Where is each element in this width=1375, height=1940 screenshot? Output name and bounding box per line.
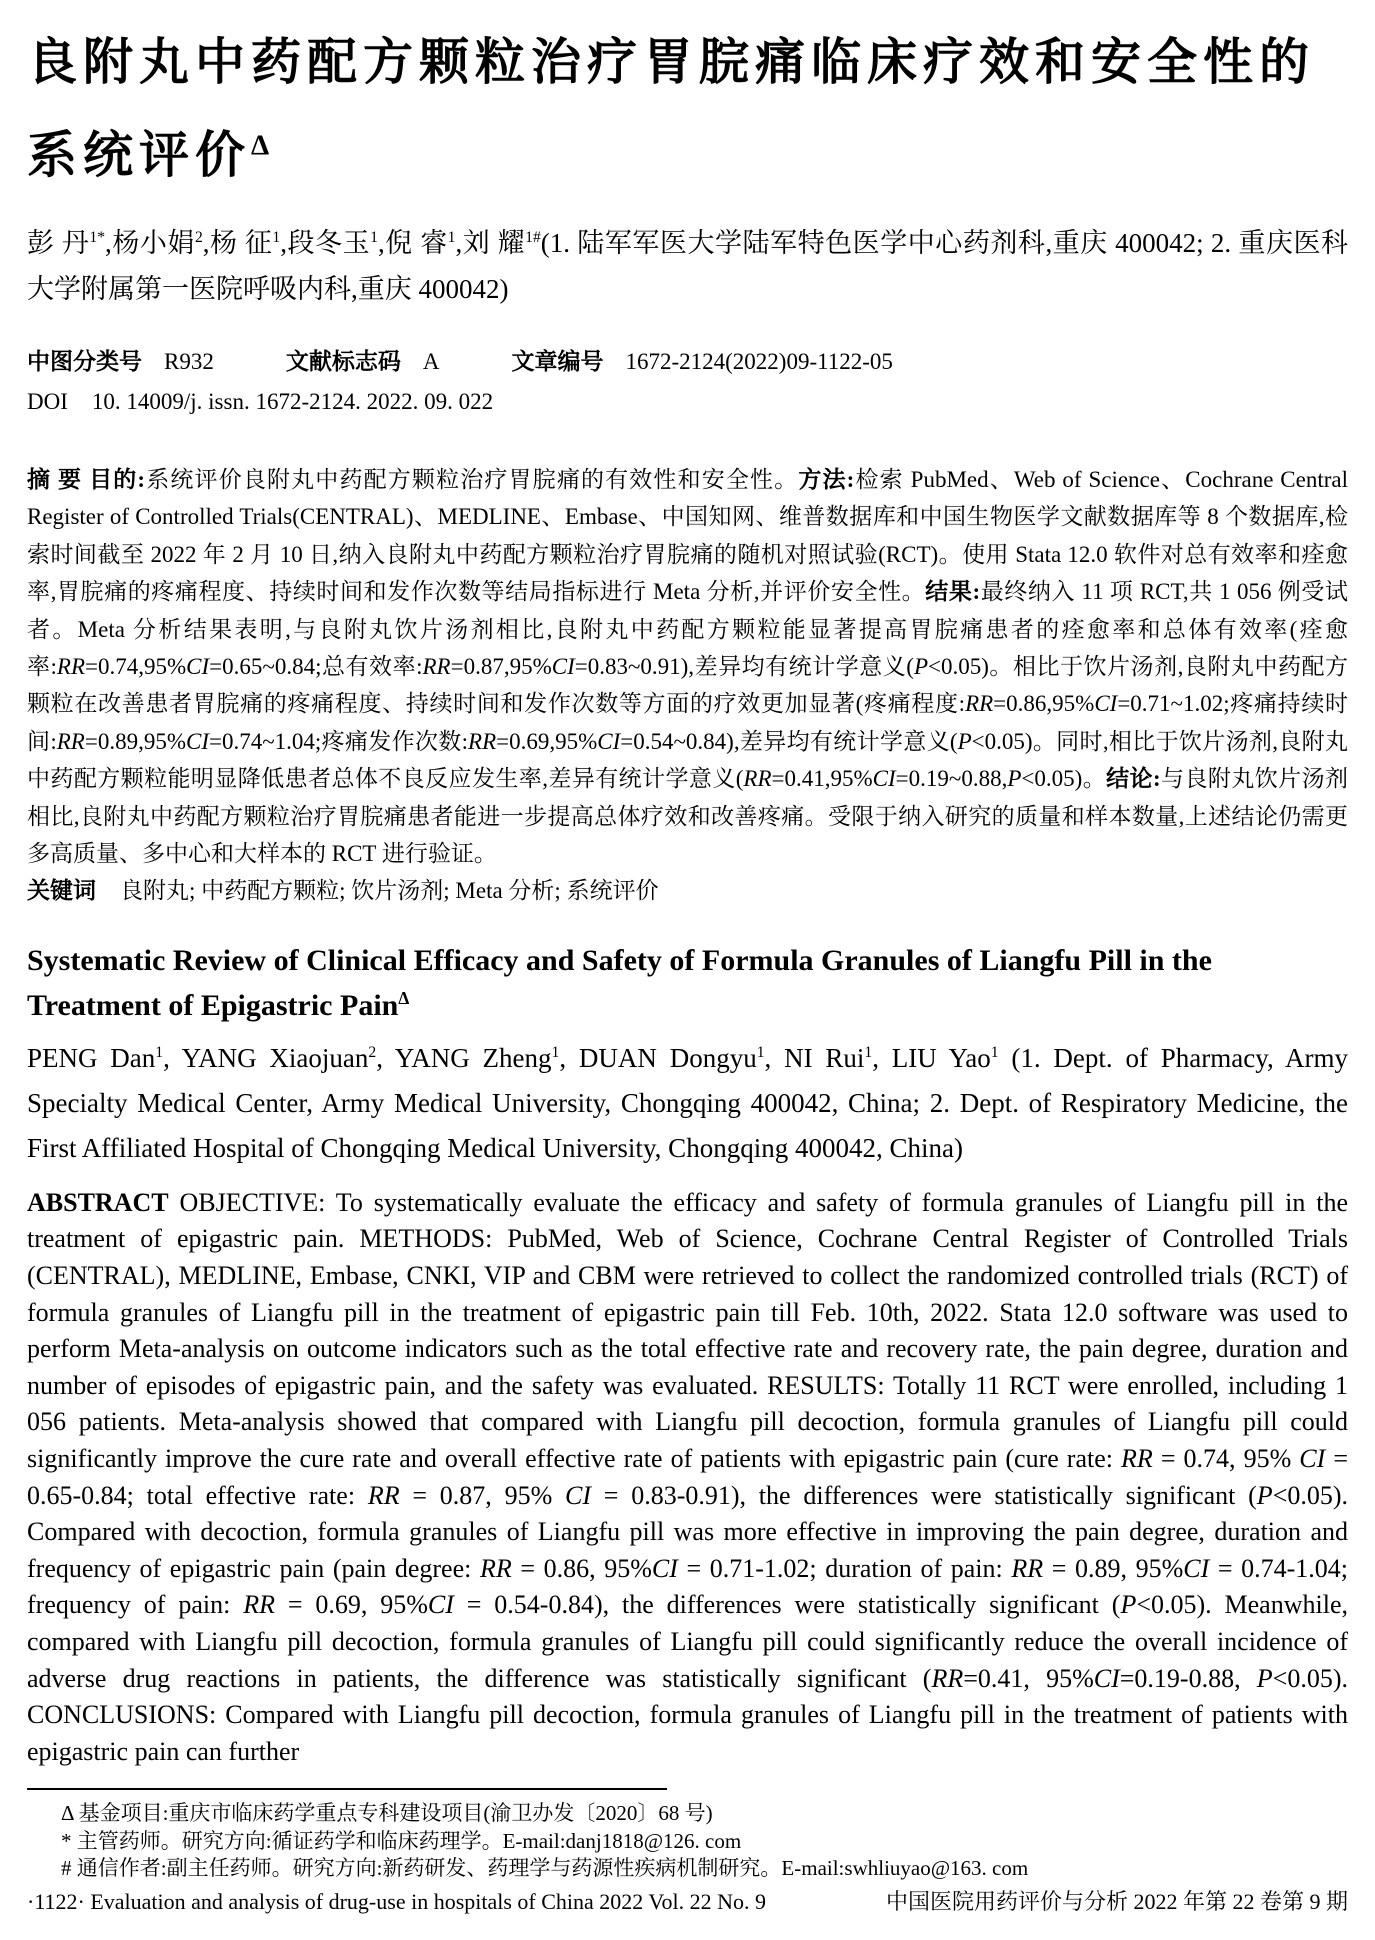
doc-code-group — [286, 346, 440, 377]
doc-code-label: 文献标志码 — [285, 348, 401, 374]
doi-label: DOI — [27, 389, 68, 414]
footer-right: 中国医院用药评价与分析 2022 年第 22 卷第 9 期 — [885, 1889, 1348, 1914]
footnote-divider — [27, 1788, 667, 1790]
doi-value: 10. 14009/j. issn. 1672-2124. 2022. 09. 022 — [91, 389, 494, 414]
keywords-text: 良附丸; 中药配方颗粒; 饮片汤剂; Meta 分析; 系统评价 — [120, 878, 659, 904]
footnote-fund: Δ 基金项目:重庆市临床药学重点专科建设项目(渝卫办发〔2020〕68 号) — [61, 1801, 713, 1826]
article-meta-row — [27, 346, 1348, 377]
clc-value: R932 — [164, 349, 214, 374]
abstract-en: ABSTRACT OBJECTIVE: To systematically evaluate the efficacy and safety of formula granules of Liangfu pill in the treatment of epigastric pain. METHODS: PubMed, Web of Science, Cochrane Central Register of Controlled Trials (CENTRAL), MEDLINE, Embase, CNKI, VIP and CBM were retrieved to collect the randomized controlled trials (RCT) of formula granules of Liangfu pill in the treatment of epigastric pain till Feb. 10th, 2022. Stata 12.0 software was used to perform Meta-analysis on outcome indicators such as the total effective rate and recovery rate, the pain degree, duration and number of episodes of epigastric pain, and the safety was evaluated. RESULTS: Totally 11 RCT were enrolled, including 1 056 patients. Meta-analysis showed that compared with Liangfu pill decoction, formula granules of Liangfu pill could significantly improve the cure rate and overall effective rate of patients with epigastric pain (cure rate: RR = 0.74, 95% CI = 0.65-0.84; total effective rate: RR = 0.87, 95% CI = 0.83-0.91), the differences were statistically significant (P<0.05). Compared with decoction, formula granules of Liangfu pill was more effective in improving the pain degree, duration and frequency of epigastric pain (pain degree: RR = 0.86, 95%CI = 0.71-1.02; duration of pain: RR = 0.89, 95%CI = 0.74-1.04; frequency of pain: RR = 0.69, 95%CI = 0.54-0.84), the differences were statistically significant (P<0.05). Meanwhile, compared with Liangfu pill decoction, formula granules of Liangfu pill could significantly reduce the overall incidence of adverse drug reactions in patients, the difference was statistically significant (RR=0.41, 95%CI=0.19-0.88, P<0.05). CONCLUSIONS: Compared with Liangfu pill decoction, formula granules of Liangfu pill in the treatment of patients with epigastric pain can further — [27, 1187, 1349, 1766]
article-no-label: 文章编号 — [511, 348, 604, 374]
article-title-cn: 良附丸中药配方颗粒治疗胃脘痛临床疗效和安全性的系统评价$^\Delta$ — [27, 34, 1315, 183]
authors-cn: 彭 丹$^{1*}$,杨小娟$^2$,杨 征$^1$,段冬玉$^1$,倪 睿$^1$,刘 耀$^{1\#}$(1. 陆军军医大学陆军特色医学中心药剂科,重庆 400042; 2. 重庆医科大学附属第一医院呼吸内科,重庆 400042) — [27, 228, 1349, 304]
keywords-cn — [27, 872, 1348, 909]
article-title-en: Systematic Review of Clinical Efficacy and Safety of Formula Granules of Liangfu Pill in the Treatment of Epigastric Pain$^\Delta$ — [27, 943, 1212, 1022]
footnote-author-1: * 主管药师。研究方向:循证药学和临床药理学。E-mail:danj1818@126. com — [61, 1828, 742, 1853]
doc-code-value: A — [422, 349, 440, 374]
abstract-cn: 摘 要 目的:系统评价良附丸中药配方颗粒治疗胃脘痛的有效性和安全性。方法:检索 PubMed、Web of Science、Cochrane Central Register of Controlled Trials(CENTRAL)、MEDLINE、Embase、中国知网、维普数据库和中国生物医学文献数据库等 8 个数据库,检索时间截至 2022 年 2 月 10 日,纳入良附丸中药配方颗粒治疗胃脘痛的随机对照试验(RCT)。使用 Stata 12.0 软件对总有效率和痊愈率,胃脘痛的疼痛程度、持续时间和发作次数等结局指标进行 Meta 分析,并评价安全性。结果:最终纳入 11 项 RCT,共 1 056 例受试者。Meta 分析结果表明,与良附丸饮片汤剂相比,良附丸中药配方颗粒能显著提高胃脘痛患者的痊愈率和总体有效率(痊愈率:RR=0.74,95%CI=0.65~0.84;总有效率:RR=0.87,95%CI=0.83~0.91),差异均有统计学意义(P<0.05)。相比于饮片汤剂,良附丸中药配方颗粒在改善患者胃脘痛的疼痛程度、持续时间和发作次数等方面的疗效更加显著(疼痛程度:RR=0.86,95%CI=0.71~1.02;疼痛持续时间:RR=0.89,95%CI=0.74~1.04;疼痛发作次数:RR=0.69,95%CI=0.54~0.84),差异均有统计学意义(P<0.05)。同时,相比于饮片汤剂,良附丸中药配方颗粒能明显降低患者总体不良反应发生率,差异有统计学意义(RR=0.41,95%CI=0.19~0.88,P<0.05)。结论:与良附丸饮片汤剂相比,良附丸中药配方颗粒治疗胃脘痛患者能进一步提高总体疗效和改善疼痛。受限于纳入研究的质量和样本数量,上述结论仍需更多高质量、多中心和大样本的 RCT 进行验证。 — [27, 467, 1349, 867]
article-no-group — [511, 346, 892, 377]
clc-label: 中图分类号 — [27, 348, 142, 374]
footer-left: ·1122· Evaluation and analysis of drug-use in hospitals of China 2022 Vol. 22 No. 9 — [27, 1889, 766, 1914]
article-no-value: 1672-2124(2022)09-1122-05 — [625, 349, 893, 374]
keywords-label: 关键词 — [27, 877, 96, 904]
footnote-author-2: # 通信作者:副主任药师。研究方向:新药研发、药理学与药源性疾病机制研究。E-mail:swhliuyao@163. com — [61, 1856, 1029, 1881]
page-footer — [27, 1888, 1348, 1916]
footnotes — [27, 1788, 1348, 1883]
doi-row — [27, 387, 1348, 417]
authors-en: PENG Dan$^1$, YANG Xiaojuan$^2$, YANG Zheng$^1$, DUAN Dongyu$^1$, NI Rui$^1$, LIU Yao$^1$ (1. Dept. of Pharmacy, Army Specialty Medical Center, Army Medical University, Chongqing 400042, China; 2. Dept. of Respiratory Medicine, the First Affiliated Hospital of Chongqing Medical University, Chongqing 400042, China) — [27, 1042, 1348, 1163]
clc-group — [27, 346, 214, 377]
